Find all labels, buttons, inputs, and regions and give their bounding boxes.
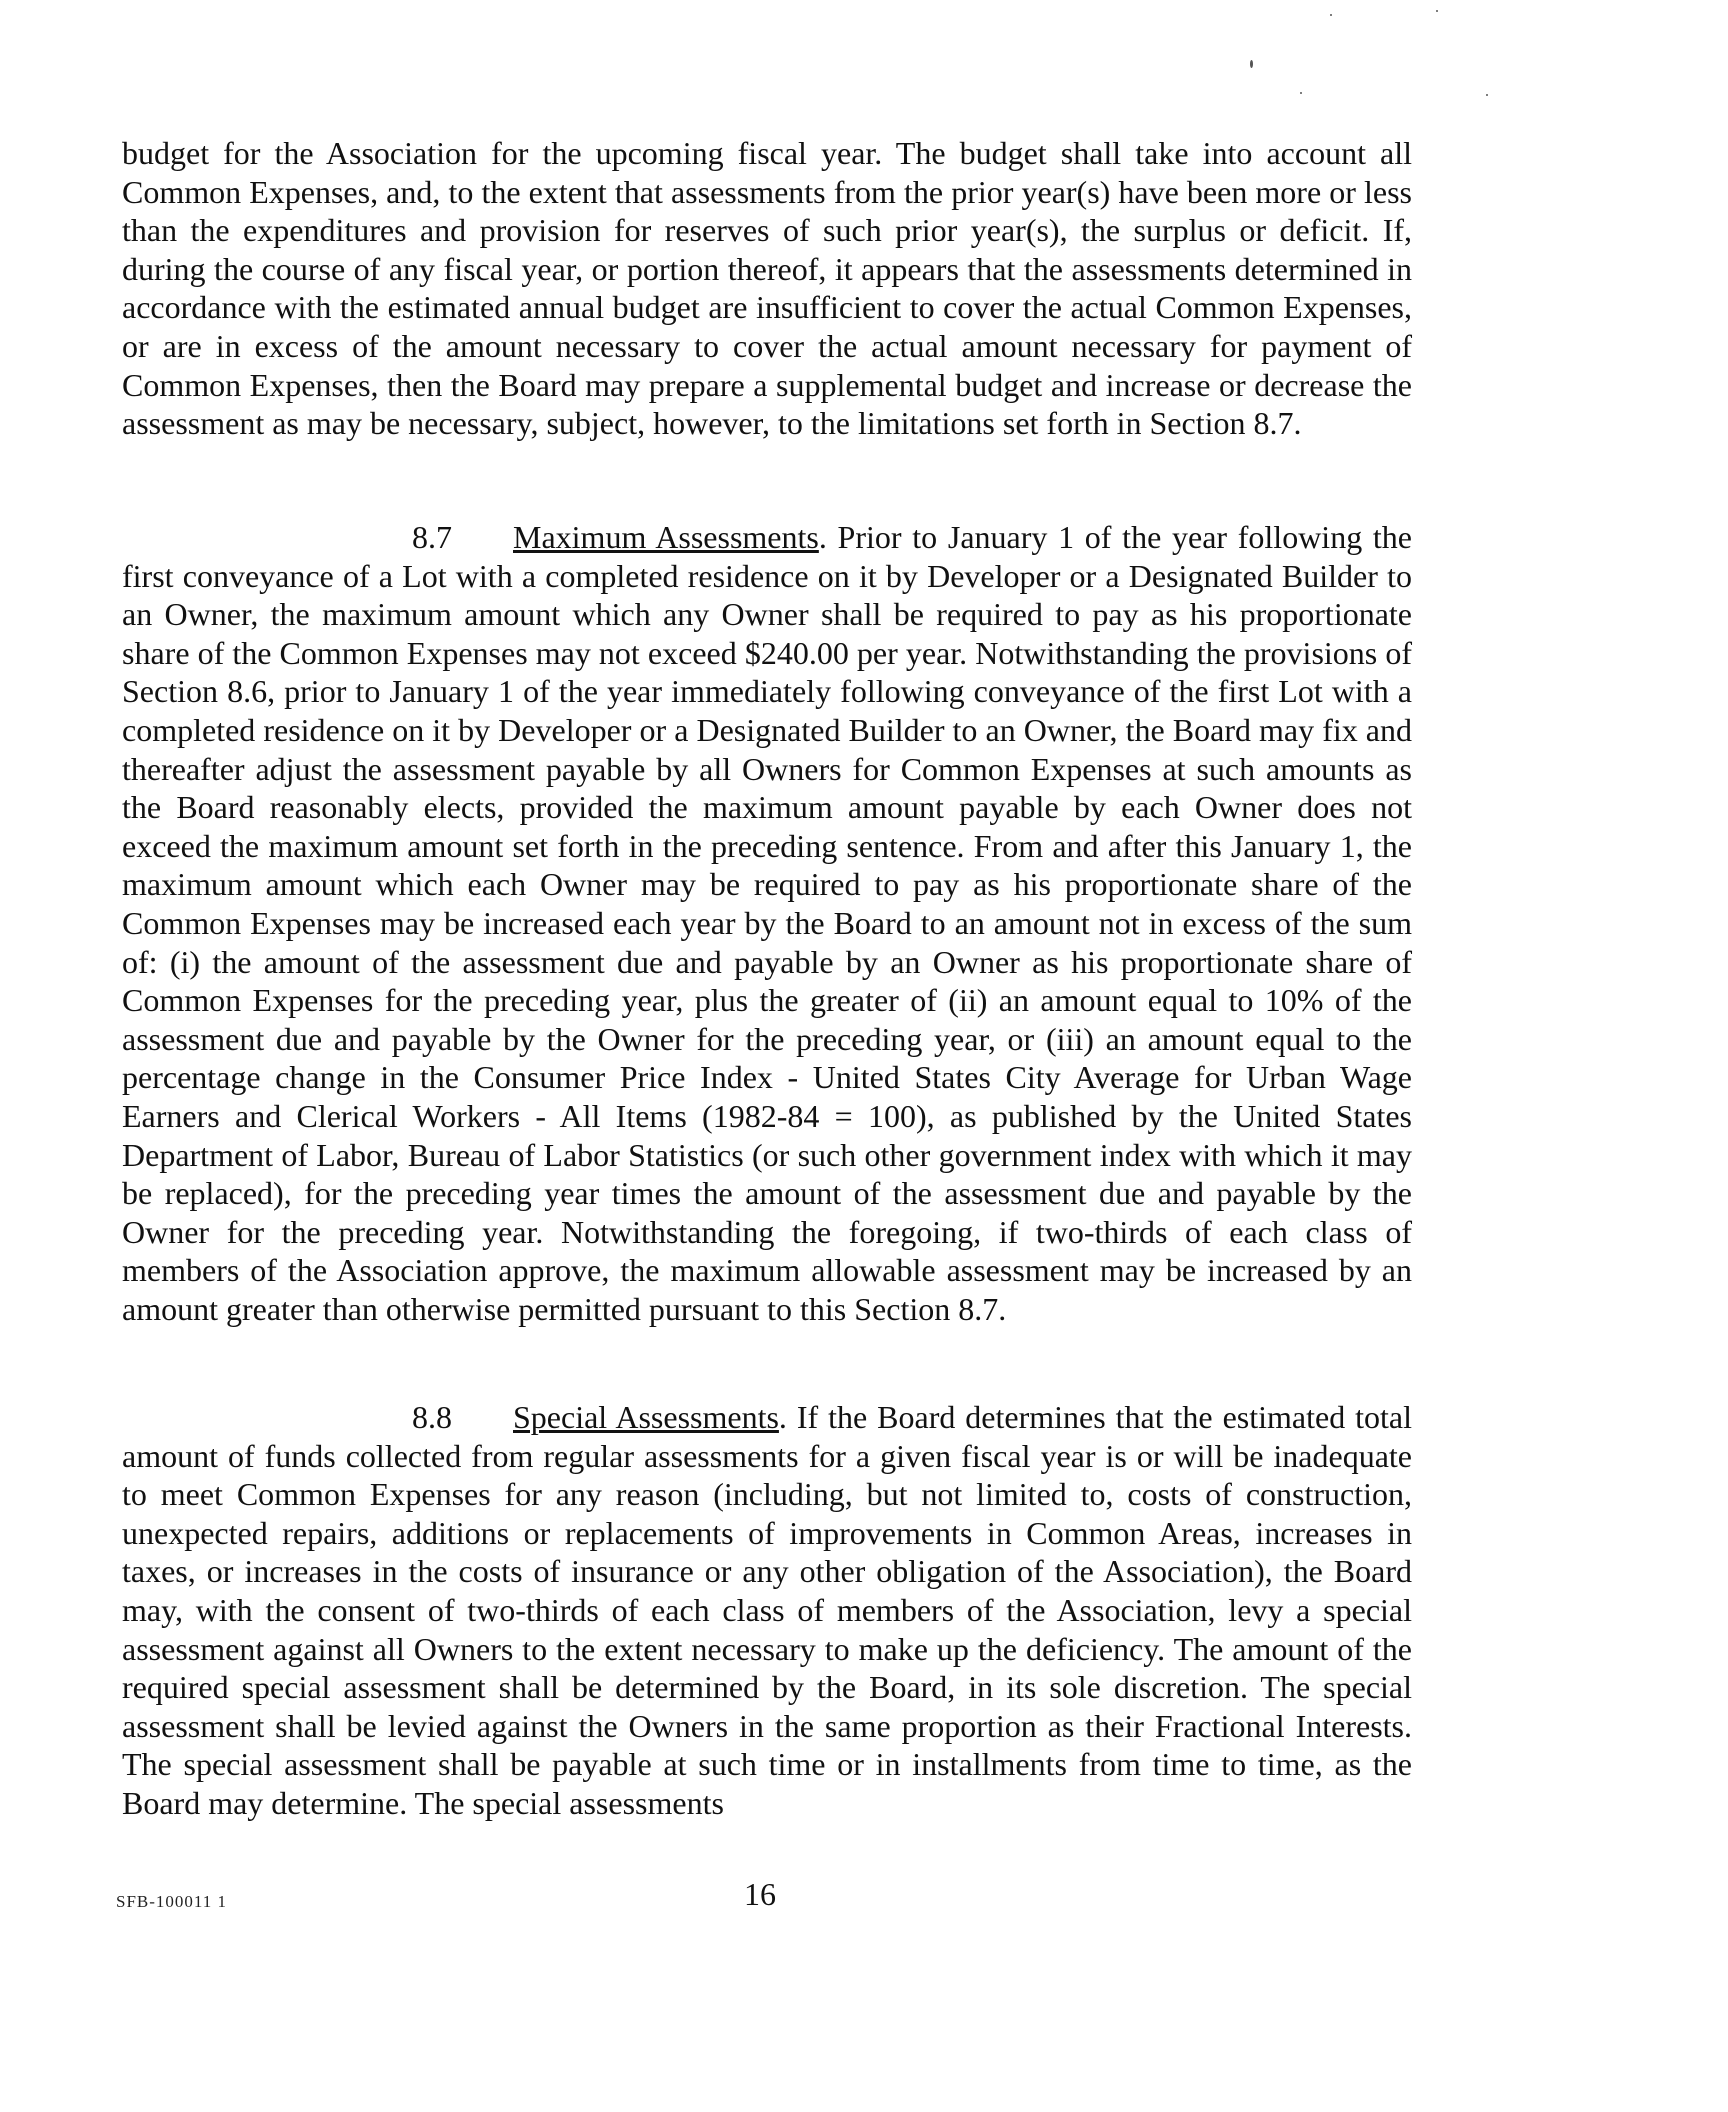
continuation-paragraph: budget for the Association for the upcoming fiscal year. The budget shall take into account all Common Expenses, and, to the extent that assessments from the prior year(s) have been more or less than the expenditures and provision for reserves of such prior year(s), the surplus or deficit. If, during the course of any fiscal year, or portion thereof, it appears that the assessments determined in accordance with the estimated annual budget are insufficient to cover the actual Common Expenses, or are in excess of the amount necessary to cover the actual amount necessary for payment of Common Expenses, then the Board may prepare a supplemental budget and increase or decrease the assessment as may be necessary, subject, however, to the limitations set forth in Section 8.7. (122, 135, 1412, 442)
scan-speck (1436, 10, 1438, 12)
page-number: 16 (744, 1876, 776, 1912)
section-number: 8.7 (412, 519, 452, 555)
scan-speck (1330, 14, 1332, 16)
section-8-7-paragraph (122, 518, 1412, 1328)
section-8-8-paragraph (122, 1398, 1412, 1823)
document-code: SFB-100011 1 (116, 1892, 228, 1911)
section-number: 8.8 (412, 1399, 452, 1435)
scan-speck (1250, 60, 1253, 68)
section-title: Maximum Assessments (513, 519, 819, 555)
section-body: . Prior to January 1 of the year following the first conveyance of a Lot with a completed residence on it by Developer or a Designated Builder to an Owner, the maximum amount which any Owner shall be required to pay as his proportionate share of the Common Expenses may not exceed $240.00 per year. Notwithstanding the provisions of Section 8.6, prior to January 1 of the year immediately following conveyance of the first Lot with a completed residence on it by Developer or a Designated Builder to an Owner, the Board may fix and thereafter adjust the assessment payable by all Owners for Common Expenses at such amounts as the Board reasonably elects, provided the maximum amount payable by each Owner does not exceed the maximum amount set forth in the preceding sentence. From and after this January 1, the maximum amount which each Owner may be required to pay as his proportionate share of the Common Expenses may be increased each year by the Board to an amount not in excess of the sum of: (i) the amount of the assessment due and payable by an Owner as his proportionate share of Common Expenses for the preceding year, plus the greater of (ii) an amount equal to 10% of the assessment due and payable by the Owner for the preceding year, or (iii) an amount equal to the percentage change in the Consumer Price Index - United States City Average for Urban Wage Earners and Clerical Workers - All Items (1982-84 = 100), as published by the United States Department of Labor, Bureau of Labor Statistics (or such other government index with which it may be replaced), for the preceding year times the amount of the assessment due and payable by the Owner for the preceding year. Notwithstanding the foregoing, if two-thirds of each class of members of the Association approve, the maximum allowable assessment may be increased by an amount greater than otherwise permitted pursuant to this Section 8.7. (122, 519, 1413, 1327)
section-body: . If the Board determines that the estimated total amount of funds collected from regular assessments for a given fiscal year is or will be inadequate to meet Common Expenses for any reason (including, but not limited to, costs of construction, unexpected repairs, additions or replacements of improvements in Common Areas, increases in taxes, or increases in the costs of insurance or any other obligation of the Association), the Board may, with the consent of two-thirds of each class of members of the Association, levy a special assessment against all Owners to the extent necessary to make up the deficiency. The amount of the required special assessment shall be determined by the Board, in its sole discretion. The special assessment shall be levied against the Owners in the same proportion as their Fractional Interests. The special assessment shall be payable at such time or in installments from time to time, as the Board may determine. The special assessments (122, 1399, 1412, 1821)
scan-speck (1486, 94, 1488, 96)
section-title: Special Assessments (513, 1399, 779, 1435)
scan-speck (1300, 92, 1302, 94)
